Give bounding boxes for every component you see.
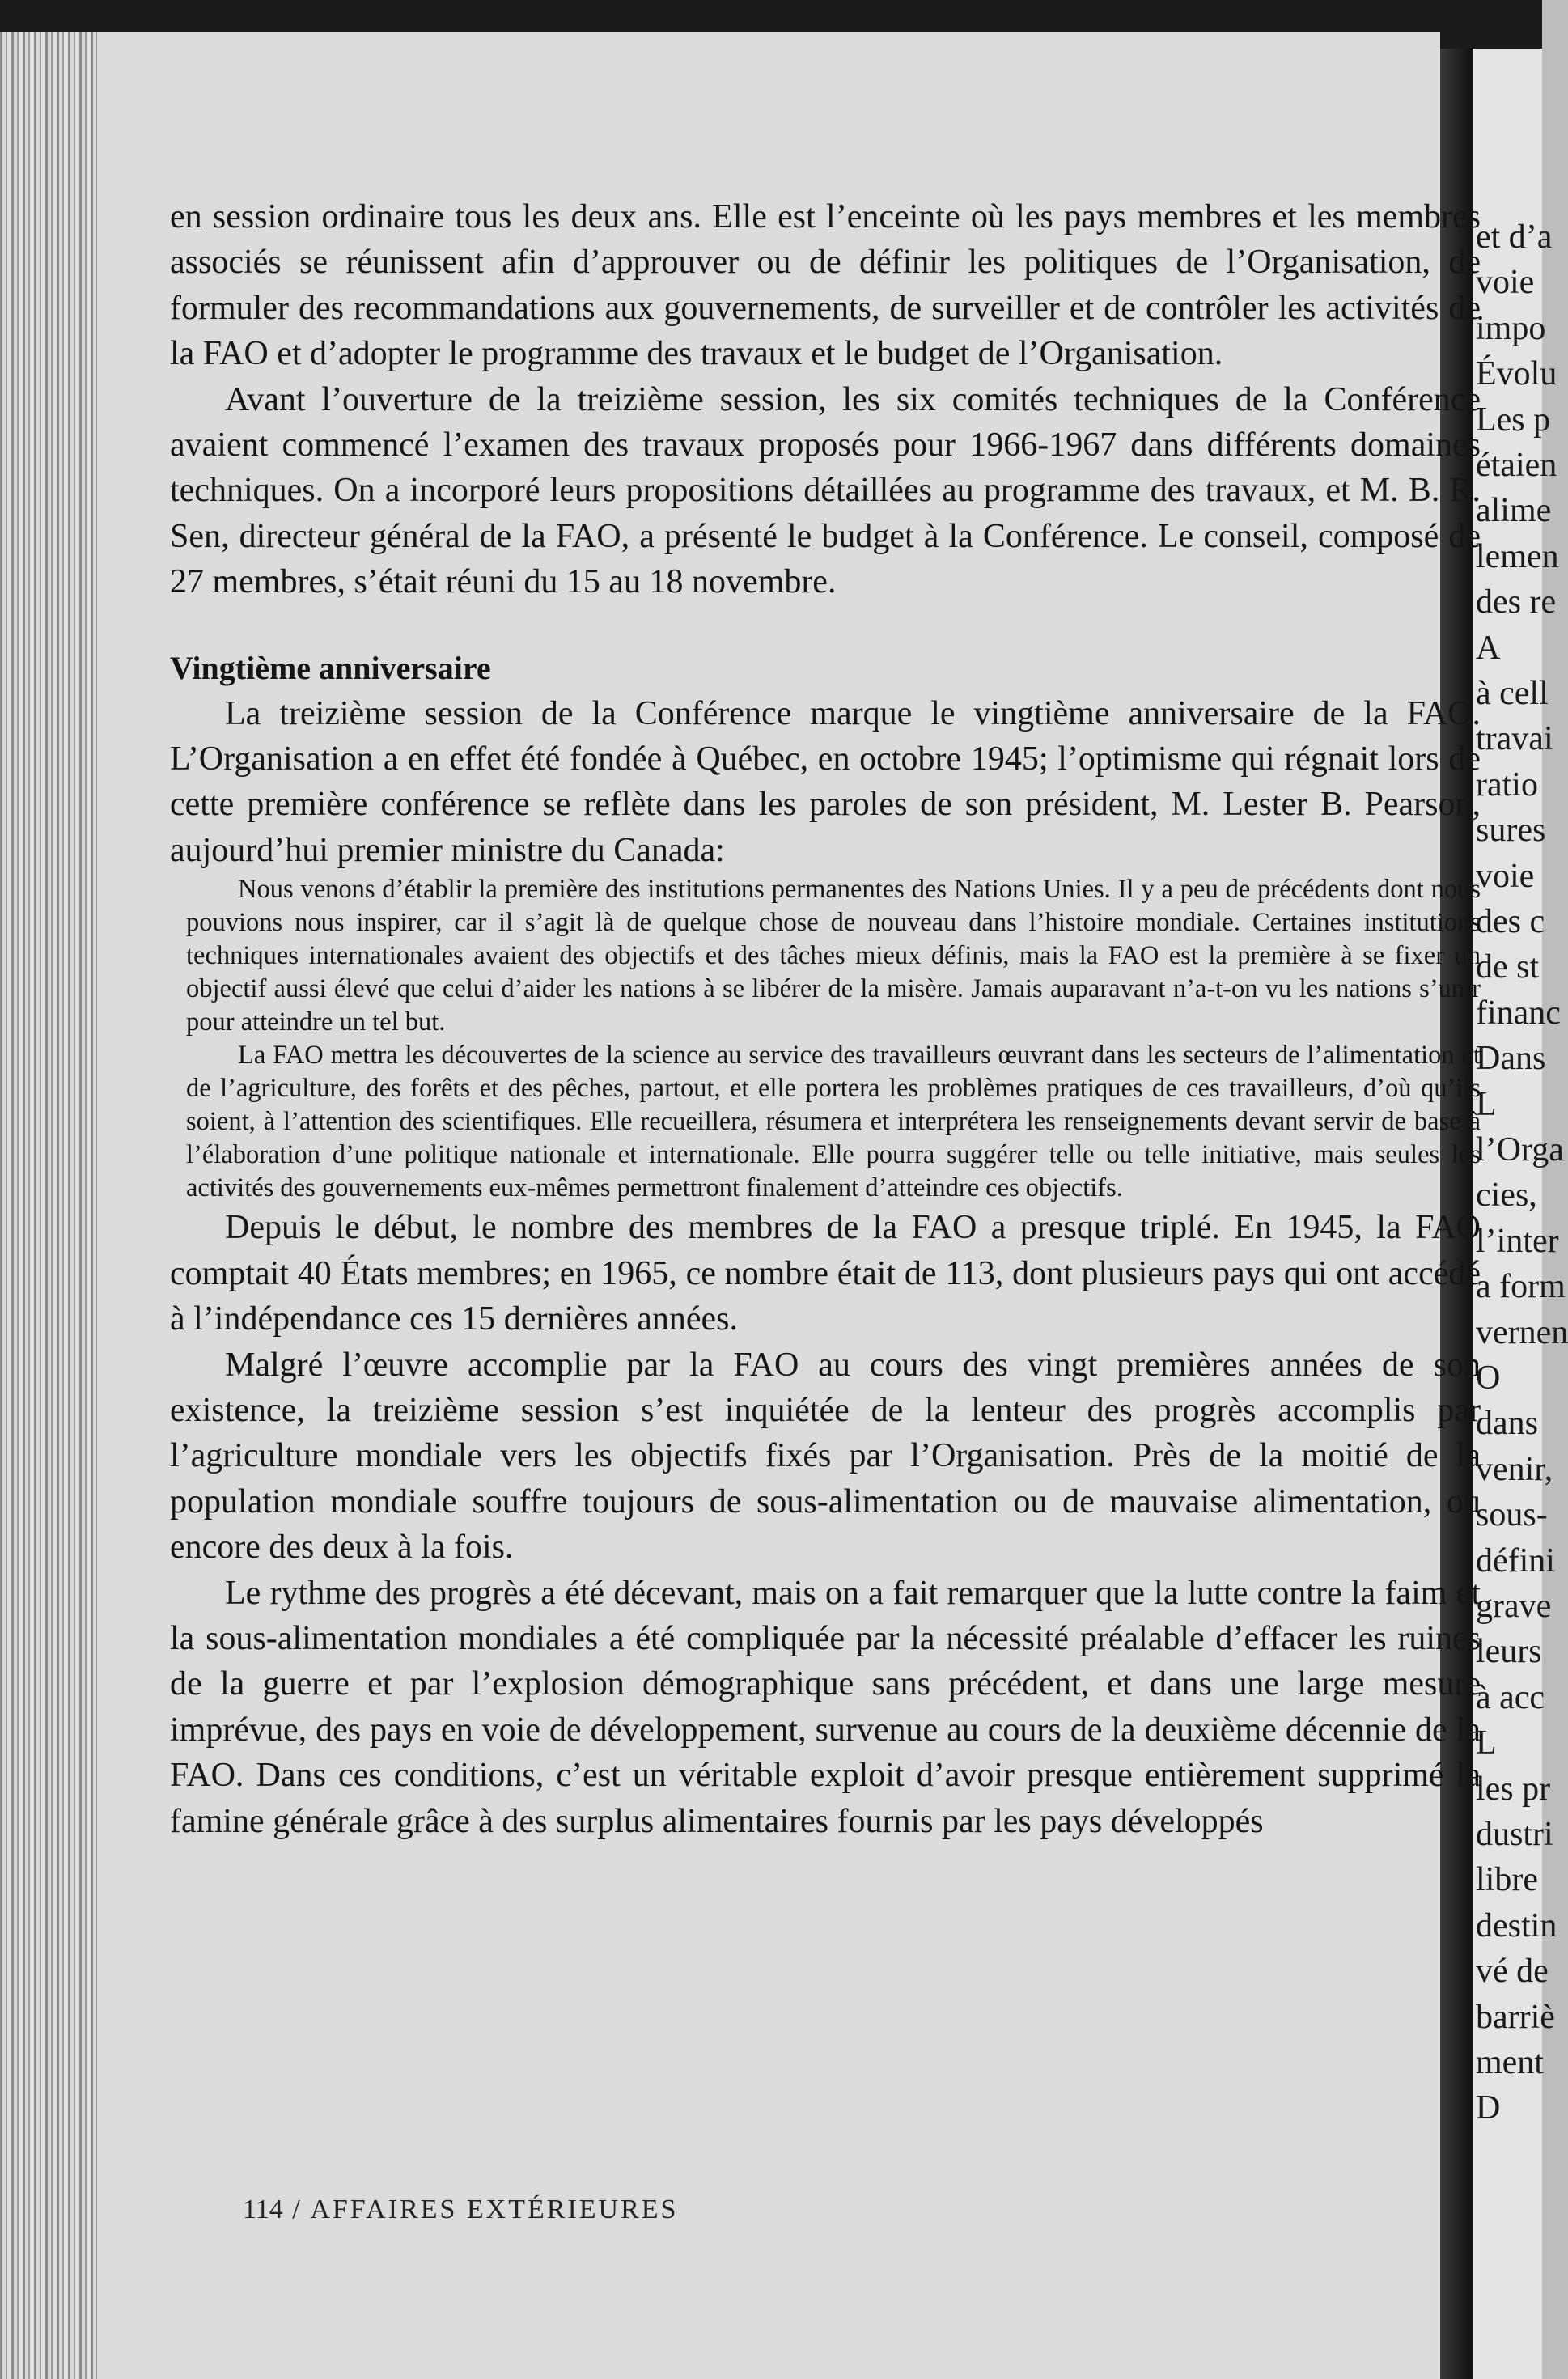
adjacent-page-fragment: sures [1476,812,1546,850]
adjacent-page-fragment: à cell [1476,675,1549,712]
adjacent-page-fragment: a form [1476,1268,1566,1306]
adjacent-page-fragment: dans [1476,1405,1538,1443]
adjacent-page-fragment: L [1476,1085,1497,1123]
adjacent-page-fragment: impo [1476,309,1546,347]
footer-separator: / [292,2195,303,2224]
body-paragraph: Malgré l’œuvre accomplie par la FAO au cours des vingt premières années de son existence, la treizième session s’est inquiétée de la lenteur des progrès accomplis par l’agriculture mondiale vers les objectifs fixés par l’Organisation. Près de la moitié de la population mondiale souffre toujours de sous-alimentation ou de mauvaise alimentation, ou encore des deux à la fois. [170,1346,1481,1567]
page-number: 114 [243,2195,283,2224]
body-paragraph: Le rythme des progrès a été décevant, mais on a fait remarquer que la lutte contre la faim et la sous-alimentation mondiales a été compliquée par la nécessité préalable d’effacer les ruines de la guerre et par l’explosion démographique sans précédent, et dans une large mesure imprévue, des pays en voie de développement, survenue au cours de la deuxième décennie de la FAO. Dans ces conditions, c’est un véritable exploit d’avoir presque entièrement supprimé la famine générale grâce à des surplus alimentaires fournis par les pays développés [170,1574,1481,1840]
adjacent-page-fragment: voie [1476,857,1535,895]
adjacent-page-fragment: des c [1476,903,1545,940]
adjacent-page-fragment: D [1476,2089,1501,2127]
adjacent-page-fragment: les pr [1476,1770,1551,1808]
adjacent-page-fragment: libre [1476,1861,1538,1899]
quote-paragraph: La FAO mettra les découvertes de la science au service des travailleurs œuvrant dans les secteurs de l’alimentation et de l’agriculture, des forêts et des pêches, partout, et elle portera les problèmes pratiques de ces travailleurs, d’où qu’ils soient, à l’attention des scientifiques. Elle recueillera, résumera et interprétera les renseignements devant servir de base à l’élaboration d’une politique nationale et internationale. Elle pourra suggérer telle ou telle initiative, mais seules les activités des gouvernements eux-mêmes permettront finalement d’atteindre ces objectifs. [186,1041,1481,1203]
adjacent-page-fragment: leurs [1476,1633,1542,1671]
adjacent-page-fragment: lemen [1476,537,1559,575]
body-paragraph: en session ordinaire tous les deux ans. Elle est l’enceinte où les pays membres et les membres associés se réunissent afin d’approuver ou de définir les politiques de l’Organisation, de formuler des recommandations aux gouvernements, de surveiller et de contrôler les activités de la FAO et d’adopter le programme des travaux et le budget de l’Organisation. [170,198,1481,373]
body-paragraph: La treizième session de la Conférence marque le vingtième anniversaire de la FAO. L’Organisation a en effet été fondée à Québec, en octobre 1945; l’optimisme qui régnait lors de cette première conférence se reflète dans les paroles de son président, M. Lester B. Pearson, aujourd’hui premier ministre du Canada: [170,694,1481,869]
adjacent-page-fragment: ment [1476,2044,1544,2081]
adjacent-page-fragment: vernen [1476,1313,1568,1351]
adjacent-page-fragment: Dans [1476,1040,1546,1078]
adjacent-page-fragment: alime [1476,492,1552,530]
adjacent-page-fragment: vé de [1476,1953,1549,1991]
adjacent-page-fragment: l’inter [1476,1222,1559,1260]
adjacent-page-fragment: à acc [1476,1678,1545,1716]
adjacent-page-fragment: Évolu [1476,355,1557,393]
adjacent-page-fragment: travai [1476,720,1553,758]
adjacent-page-fragment: barriè [1476,1998,1555,2036]
adjacent-page-fragment: ratio [1476,765,1538,804]
adjacent-page-fragment: Les p [1476,401,1551,439]
adjacent-page-fragment: étaien [1476,447,1557,484]
block-quote [170,873,1481,1205]
book-binding-edge [0,32,97,2379]
quote-paragraph: Nous venons d’établir la première des institutions permanentes des Nations Unies. Il y a peu de précédents dont nous pouvions nous inspirer, car il s’agit là de quelque chose de nouveau dans l’histoire mondiale. Certaines institutions techniques internationales avaient des objectifs et des tâches mieux définis, mais la FAO est la première à se fixer un objectif aussi élevé que celui d’aider les nations à se libérer de la misère. Jamais auparavant n’a-t-on vu les nations s’unir pour atteindre un tel but. [186,875,1481,1037]
section-heading: Vingtième anniversaire [170,649,491,686]
adjacent-page-fragment: l’Orga [1476,1131,1564,1168]
page-footer [243,2195,678,2225]
body-paragraph: Depuis le début, le nombre des membres de la FAO a presque triplé. En 1945, la FAO comptait 40 États membres; en 1965, ce nombre était de 113, dont plusieurs pays qui ont accédé à l’indépendance ces 15 dernières années. [170,1209,1481,1338]
adjacent-page-fragment: cies, [1476,1177,1537,1215]
adjacent-page-fragment: sous- [1476,1496,1548,1534]
adjacent-page-fragment: L [1476,1724,1497,1762]
adjacent-page-fragment: dustri [1476,1816,1553,1853]
adjacent-page-strip [1473,49,1568,2379]
page-content [170,194,1481,1844]
adjacent-page-fragment: défini [1476,1541,1555,1580]
adjacent-page-fragment: A [1476,629,1501,667]
adjacent-page-fragment: des re [1476,583,1557,621]
adjacent-page-fragment: O [1476,1359,1501,1397]
body-paragraph: Avant l’ouverture de la treizième session, les six comités techniques de la Conférence avaient commencé l’examen des travaux proposés pour 1966-1967 dans différents domaines techniques. On a incorporé leurs propositions détaillées au programme des travaux, et M. B. R. Sen, directeur général de la FAO, a présenté le budget à la Conférence. Le conseil, composé de 27 membres, s’était réuni du 15 au 18 novembre. [170,380,1481,601]
publication-title: AFFAIRES EXTÉRIEURES [310,2195,679,2224]
adjacent-page-fragment: de st [1476,948,1540,986]
adjacent-page-fragment: et d’a [1476,218,1553,256]
adjacent-page-fragment: voie [1476,264,1535,302]
adjacent-page-fragment: financ [1476,994,1561,1032]
adjacent-page-fragment: destin [1476,1906,1557,1944]
adjacent-page-fragment: venir, [1476,1450,1553,1488]
adjacent-page-fragment: grave [1476,1588,1552,1625]
